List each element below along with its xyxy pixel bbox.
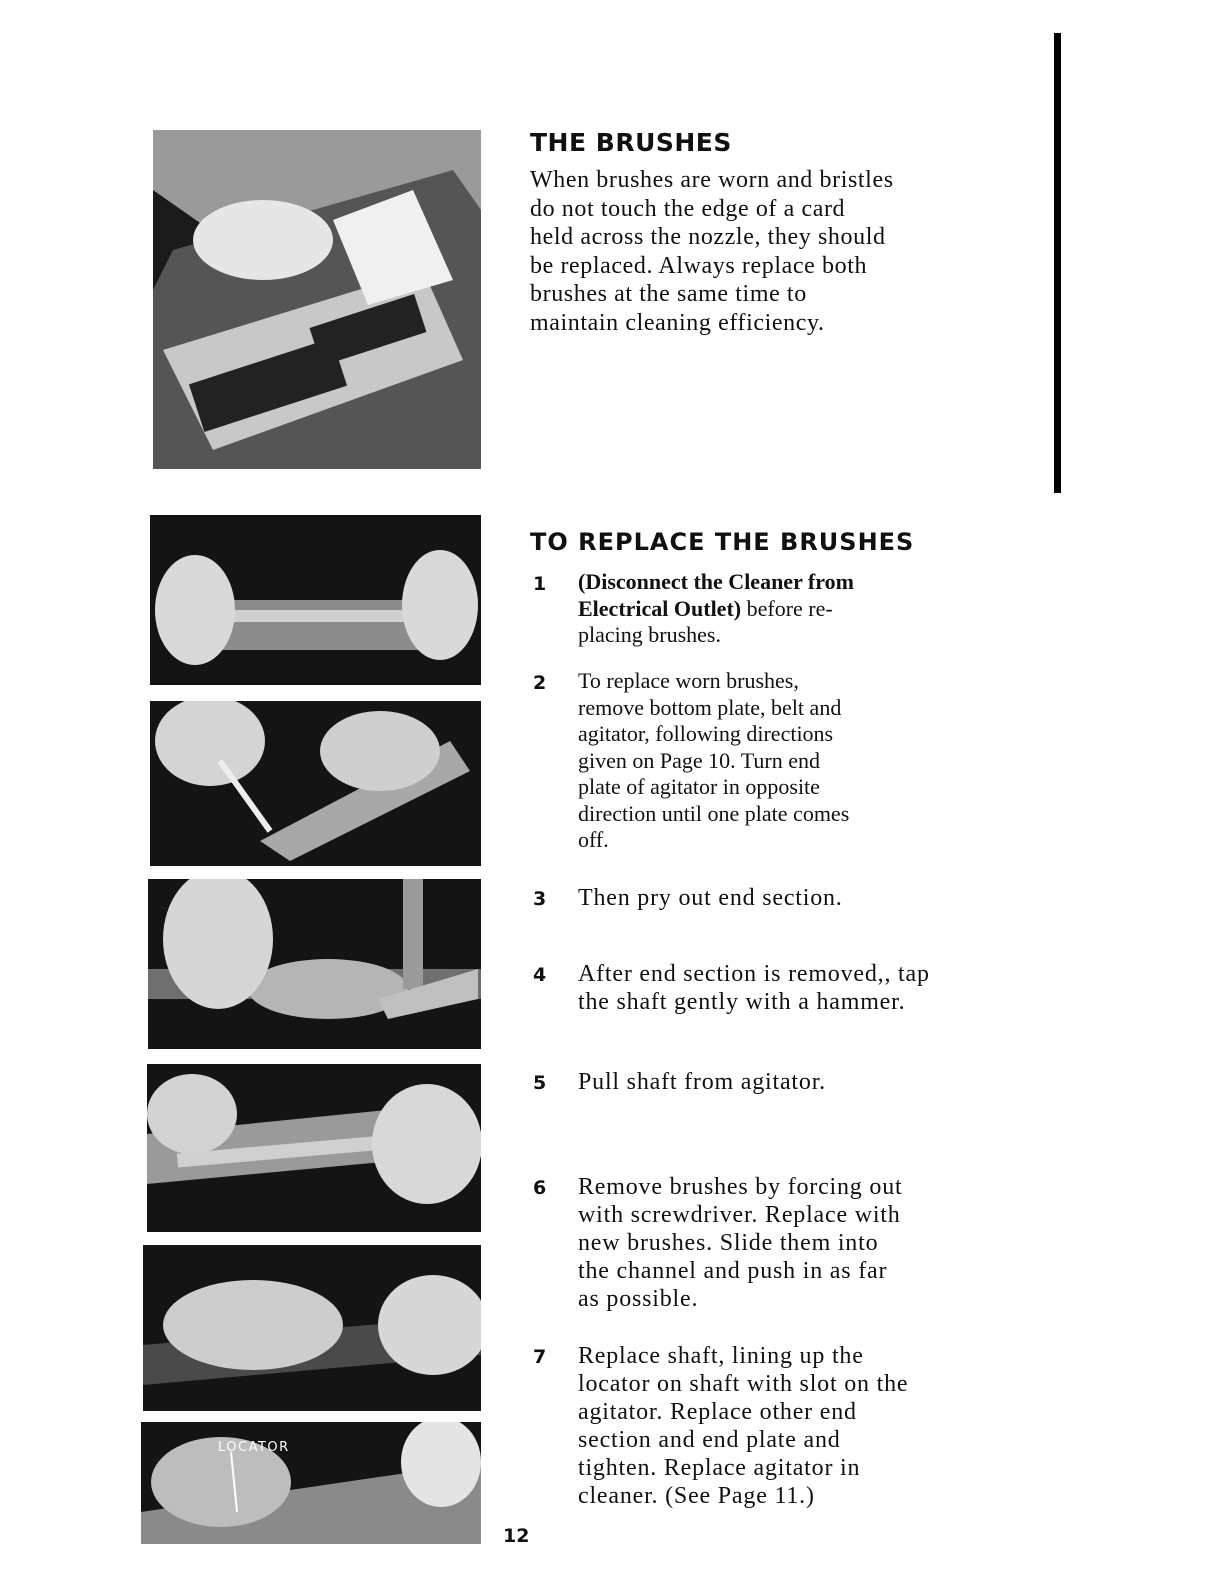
agitator-hands-photo-3 [148, 879, 481, 1049]
warning-text: Electrical Outlet) [578, 595, 742, 621]
text-line: as possible. [578, 1286, 699, 1312]
text-line: placing brushes. [578, 622, 721, 647]
step-text [578, 668, 978, 854]
agitator-hands-photo-2 [150, 701, 481, 866]
text-line: remove bottom plate, belt and [578, 694, 842, 720]
text-line: plate of agitator in opposite [578, 774, 820, 799]
text-line: After end section is removed,, tap [578, 961, 930, 987]
text-line: maintain cleaning efficiency. [530, 309, 825, 336]
agitator-hands-photo-1 [150, 515, 481, 685]
text-line: agitator, following directions [578, 721, 834, 746]
brushes-heading: THE BRUSHES [530, 128, 732, 157]
step-text [578, 569, 978, 649]
text-fragment: before re- [741, 595, 833, 621]
text-line: Then pry out end section. [578, 885, 843, 911]
brushes-body [530, 166, 960, 337]
step-number: 4 [533, 964, 547, 986]
text-line: direction until one plate comes [578, 800, 850, 826]
nozzle-card-photo [153, 130, 481, 469]
text-line: Pull shaft from agitator. [578, 1069, 826, 1095]
locator-label: LOCATOR [218, 1440, 290, 1455]
step-number: 7 [533, 1346, 547, 1368]
text-line: section and end plate and [578, 1427, 841, 1453]
text-line: tighten. Replace agitator in [578, 1455, 861, 1481]
text-line: Remove brushes by forcing out [578, 1174, 903, 1200]
text-line: To replace worn brushes, [578, 668, 799, 693]
step-text [578, 884, 998, 912]
page-number: 12 [503, 1525, 530, 1547]
text-line: with screwdriver. Replace with [578, 1202, 901, 1228]
text-line: be replaced. Always replace both [530, 252, 868, 279]
locator-photo [141, 1422, 481, 1544]
text-line: do not touch the edge of a card [530, 195, 846, 222]
step-text [578, 1173, 998, 1313]
text-line: agitator. Replace other end [578, 1399, 857, 1425]
step-text [578, 1342, 998, 1510]
step-number: 3 [533, 888, 547, 910]
replace-heading: TO REPLACE THE BRUSHES [530, 528, 915, 556]
text-line: brushes at the same time to [530, 281, 807, 307]
step-number: 2 [533, 672, 547, 694]
step-number: 5 [533, 1072, 547, 1094]
text-line: Replace shaft, lining up the [578, 1343, 864, 1369]
text-line: locator on shaft with slot on the [578, 1371, 909, 1397]
text-line: given on Page 10. Turn end [578, 747, 820, 773]
text-line: new brushes. Slide them into [578, 1230, 879, 1256]
text-line: off. [578, 827, 609, 852]
step-text [578, 1068, 998, 1096]
text-line: the channel and push in as far [578, 1258, 888, 1284]
agitator-hands-photo-4 [147, 1064, 481, 1232]
margin-rule [1054, 33, 1061, 493]
text-line: the shaft gently with a hammer. [578, 989, 906, 1015]
text-line: When brushes are worn and bristles [530, 167, 894, 193]
step-number: 1 [533, 573, 547, 595]
text-line: held across the nozzle, they should [530, 224, 886, 250]
text-line: cleaner. (See Page 11.) [578, 1483, 815, 1509]
step-text [578, 960, 998, 1016]
agitator-hands-photo-5 [143, 1245, 481, 1411]
warning-text: (Disconnect the Cleaner from [578, 569, 854, 594]
step-number: 6 [533, 1177, 547, 1199]
